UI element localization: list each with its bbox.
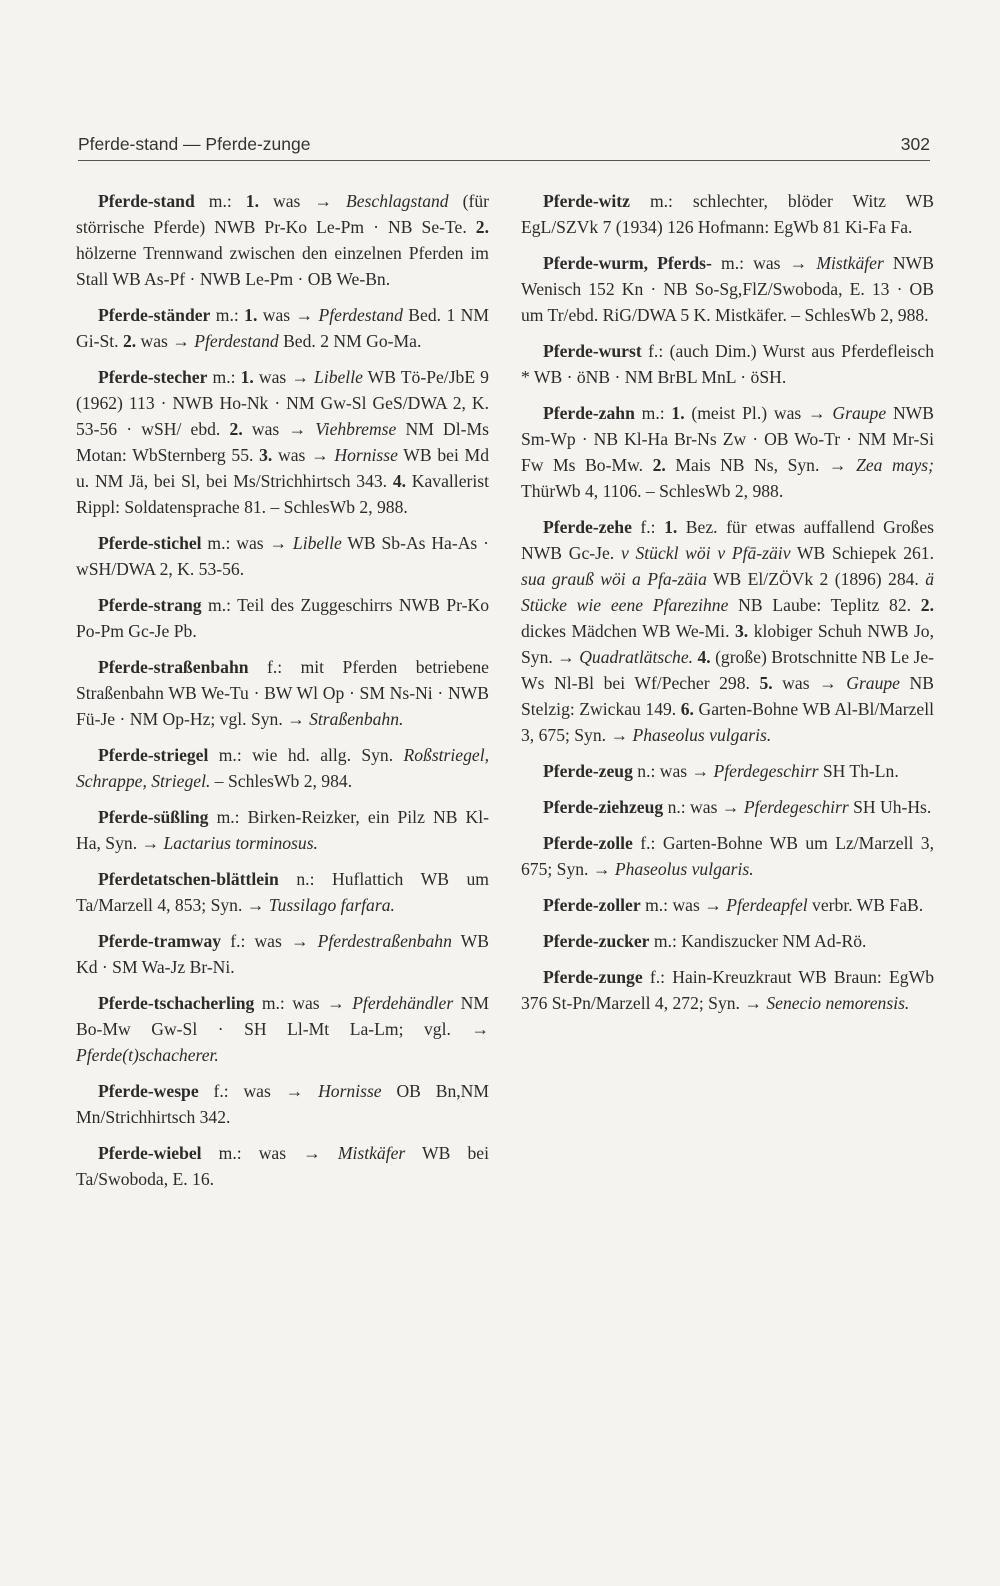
dictionary-entry — [76, 1078, 489, 1130]
entry-text: was → — [272, 445, 335, 465]
sense-number: 3. — [259, 445, 273, 465]
entry-text: m.: wie hd. allg. Syn. — [208, 745, 404, 765]
headword: Pferde-stichel — [98, 533, 202, 553]
cross-reference: Hornisse — [334, 445, 398, 465]
headword: Pferde-stand — [98, 191, 195, 211]
sense-number: 4. — [697, 647, 711, 667]
dictionary-entry — [521, 514, 934, 748]
entry-text: dickes Mädchen WB We-Mi. — [521, 621, 735, 641]
entry-text: m.: — [194, 191, 246, 211]
entry-text: was → — [253, 367, 315, 387]
cross-reference: Zea mays; — [856, 455, 935, 475]
entry-text: OB Bn,NM Mn/Strichhirtsch 342. — [76, 1081, 489, 1127]
cross-reference: Mistkäfer — [816, 253, 884, 273]
headword: Pferde-tschacherling — [98, 993, 255, 1013]
entry-text: ThürWb 4, 1106. – SchlesWb 2, 988. — [521, 481, 784, 501]
headword: Pferde-zehe — [543, 517, 632, 537]
dictionary-entry — [521, 758, 934, 784]
entry-text: n.: was → — [632, 761, 714, 781]
headword: Pferde-süßling — [98, 807, 209, 827]
dictionary-entry — [521, 830, 934, 882]
entry-text: SH Uh-Hs. — [848, 797, 932, 817]
cross-reference: Graupe — [832, 403, 887, 423]
entry-text: (große) Brotschnitte NB Le Je-Ws Nl-Bl bei Wf/Pecher 298. — [521, 647, 934, 693]
dictionary-entry — [76, 1140, 489, 1192]
dictionary-entry — [76, 742, 489, 794]
entry-text: f.: was → — [221, 931, 318, 951]
entry-text: Bed. 2 NM Go-Ma. — [278, 331, 422, 351]
headword: Pferde-strang — [98, 595, 202, 615]
headword: Pferde-witz — [543, 191, 630, 211]
sense-number: 2. — [475, 217, 489, 237]
left-column — [76, 188, 489, 1202]
entry-text: SH Th-Ln. — [818, 761, 899, 781]
headword: Pferde-zunge — [543, 967, 643, 987]
sense-number: 2. — [920, 595, 934, 615]
headword: Pferde-wurst — [543, 341, 642, 361]
cross-reference: Libelle — [292, 533, 342, 553]
entry-text: NB Stelzig: Zwickau 149. — [521, 673, 934, 719]
entry-text: m.: Kandiszucker NM Ad-Rö. — [649, 931, 867, 951]
headword: Pferde-stecher — [98, 367, 208, 387]
entry-text: Garten-Bohne WB Al-Bl/Marzell 3, 675; Syn. → — [521, 699, 934, 745]
headword: Pferde-wurm, Pferds- — [543, 253, 712, 273]
entry-text: m.: was → — [711, 253, 817, 273]
cross-reference: Viehbremse — [315, 419, 397, 439]
dictionary-entry — [76, 592, 489, 644]
entry-text: (für störrische Pferde) NWB Pr-Ko Le-Pm · NB Se-Te. — [76, 191, 489, 237]
headword: Pferde-wespe — [98, 1081, 199, 1101]
entry-text: WB Schiepek 261. — [790, 543, 934, 563]
entry-text: n.: Huflattich WB um Ta/Marzell 4, 853; Syn. → — [76, 869, 489, 915]
headword: Pferde-zeug — [543, 761, 633, 781]
headword: Pferdetatschen-blättlein — [98, 869, 279, 889]
entry-text: m.: — [210, 305, 245, 325]
entry-text: m.: was → — [254, 993, 353, 1013]
headword: Pferde-straßenbahn — [98, 657, 249, 677]
cross-reference: Pferdestand — [194, 331, 279, 351]
sense-number: 3. — [735, 621, 749, 641]
entry-text: verbr. WB FaB. — [807, 895, 924, 915]
headword: Pferde-zolle — [543, 833, 633, 853]
entry-text: hölzerne Trennwand zwischen den einzelnen Pferden im Stall WB As-Pf · NWB Le-Pm · OB We-Bn. — [76, 243, 489, 289]
dictionary-entry — [76, 530, 489, 582]
entry-text: Bed. 1 NM Gi-St. — [76, 305, 489, 351]
cross-reference: Graupe — [846, 673, 900, 693]
entry-text: NM Bo-Mw Gw-Sl · SH Ll-Mt La-Lm; vgl. → — [76, 993, 489, 1039]
dictionary-entry — [521, 892, 934, 918]
cross-reference: Phaseolus vulgaris. — [632, 725, 772, 745]
headword: Pferde-zahn — [543, 403, 635, 423]
sense-number: 2. — [229, 419, 243, 439]
entry-text: f.: mit Pferden betriebene Straßenbahn WB We-Tu · BW Wl Op · SM Ns-Ni · NWB Fü-Je · NM Op-Hz; vgl. Syn. → — [76, 657, 489, 729]
entry-text: WB bei Ta/Swoboda, E. 16. — [76, 1143, 489, 1189]
cross-reference: Pferdegeschirr — [713, 761, 819, 781]
running-header — [78, 134, 930, 160]
cross-reference: Roßstriegel, Schrappe, Striegel. — [76, 745, 489, 791]
entry-text: f.: — [631, 517, 665, 537]
cross-reference: Pferdestand — [318, 305, 403, 325]
cross-reference: Libelle — [314, 367, 363, 387]
cross-reference: Pferdehändler — [352, 993, 454, 1013]
entry-text: m.: — [207, 367, 241, 387]
entry-text: WB Sb-As Ha-As · wSH/DWA 2, K. 53-56. — [76, 533, 489, 579]
entry-text: f.: (auch Dim.) Wurst aus Pferdefleisch * WB · öNB · NM BrBL MnL · öSH. — [521, 341, 934, 387]
entry-text: NM Dl-Ms Motan: WbSternberg 55. — [76, 419, 489, 465]
entry-text: klobiger Schuh NWB Jo, Syn. → — [521, 621, 934, 667]
sense-number: 2. — [652, 455, 666, 475]
entry-text: was → — [258, 191, 346, 211]
dictionary-entry — [521, 400, 934, 504]
entry-text: m.: was → — [201, 1143, 338, 1163]
headword: Pferde-zoller — [543, 895, 641, 915]
cross-reference: Mistkäfer — [337, 1143, 406, 1163]
header-rule — [78, 160, 930, 161]
cross-reference: Senecio nemorensis. — [766, 993, 910, 1013]
sense-number: 5. — [759, 673, 773, 693]
entry-text: WB El/ZÖVk 2 (1896) 284. — [706, 569, 926, 589]
entry-text: was → — [772, 673, 847, 693]
entry-text: NWB Wenisch 152 Kn · NB So-Sg,FlZ/Swoboda, E. 13 · OB um Tr/ebd. RiG/DWA 5 K. Mistkäfer. – SchlesWb 2, 988. — [521, 253, 934, 325]
entry-text: f.: was → — [198, 1081, 319, 1101]
entry-text: n.: was → — [663, 797, 744, 817]
entry-text: (meist Pl.) was → — [684, 403, 833, 423]
cross-reference: Lactarius torminosus. — [163, 833, 318, 853]
headword: Pferde-ziehzeug — [543, 797, 664, 817]
entry-text: WB bei Md u. NM Jä, bei Sl, bei Ms/Strichhirtsch 343. — [76, 445, 489, 491]
sense-number: 4. — [392, 471, 407, 491]
cross-reference: sua grauß wöi a Pfa-zäia — [521, 569, 707, 589]
headword: Pferde-zucker — [543, 931, 650, 951]
cross-reference: Pferdegeschirr — [743, 797, 849, 817]
cross-reference: Hornisse — [318, 1081, 382, 1101]
entry-text: m.: was → — [640, 895, 727, 915]
cross-reference: Pferde(t)schacherer. — [76, 1045, 219, 1065]
entry-text: Bez. für etwas auffallend Großes NWB Gc-Je. — [521, 517, 934, 563]
cross-reference: Tussilago farfara. — [268, 895, 395, 915]
entry-text: was → — [136, 331, 195, 351]
dictionary-entry — [76, 364, 489, 520]
entry-text: f.: Hain-Kreuzkraut WB Braun: EgWb 376 St-Pn/Marzell 4, 272; Syn. → — [521, 967, 934, 1013]
headword: Pferde-tramway — [98, 931, 222, 951]
cross-reference: Pferdestraßenbahn — [317, 931, 452, 951]
dictionary-entry — [521, 188, 934, 240]
running-title: Pferde-stand — Pferde-zunge — [78, 134, 311, 154]
cross-reference: v Stückl wöi v Pfā-zäiv — [620, 543, 791, 563]
entry-text: – SchlesWb 2, 984. — [210, 771, 353, 791]
dictionary-entry — [521, 794, 934, 820]
dictionary-entry — [76, 302, 489, 354]
dictionary-entry — [76, 188, 489, 292]
entry-text: NWB Sm-Wp · NB Kl-Ha Br-Ns Zw · OB Wo-Tr · NM Mr-Si Fw Ms Bo-Mw. — [521, 403, 934, 475]
sense-number: 1. — [240, 367, 254, 387]
entry-text: Kavallerist Rippl: Soldatensprache 81. – SchlesWb 2, 988. — [76, 471, 489, 517]
entry-text: was → — [242, 419, 316, 439]
entry-text: NB Laube: Teplitz 82. — [728, 595, 921, 615]
dictionary-entry — [76, 804, 489, 856]
entry-text: m.: schlechter, blöder Witz WB EgL/SZVk 7 (1934) 126 Hofmann: EgWb 81 Ki-Fa Fa. — [521, 191, 934, 237]
sense-number: 1. — [664, 517, 678, 537]
dictionary-entry — [76, 990, 489, 1068]
dictionary-entry — [521, 964, 934, 1016]
right-column — [521, 188, 934, 1026]
entry-text: WB Tö-Pe/JbE 9 (1962) 113 · NWB Ho-Nk · NM Gw-Sl GeS/DWA 2, K. 53-56 · wSH/ ebd. — [76, 367, 489, 439]
cross-reference: Phaseolus vulgaris. — [614, 859, 754, 879]
dictionary-entry — [521, 928, 934, 954]
headword: Pferde-wiebel — [98, 1143, 202, 1163]
entry-text: WB Kd · SM Wa-Jz Br-Ni. — [76, 931, 490, 977]
cross-reference: ä Stücke wie eene Pfarezihne — [521, 569, 934, 615]
entry-text: m.: was → — [201, 533, 293, 553]
cross-reference: Straßenbahn. — [309, 709, 404, 729]
sense-number: 6. — [680, 699, 694, 719]
sense-number: 2. — [122, 331, 137, 351]
sense-number: 1. — [244, 305, 258, 325]
entry-text: m.: Birken-Reizker, ein Pilz NB Kl-Ha, Syn. → — [76, 807, 489, 853]
dictionary-entry — [76, 928, 489, 980]
entry-text: m.: Teil des Zuggeschirrs NWB Pr-Ko Po-Pm Gc-Je Pb. — [76, 595, 489, 641]
sense-number: 1. — [671, 403, 685, 423]
dictionary-entry — [521, 250, 934, 328]
headword: Pferde-ständer — [98, 305, 211, 325]
dictionary-entry — [521, 338, 934, 390]
dictionary-entry — [76, 654, 489, 732]
headword: Pferde-striegel — [98, 745, 209, 765]
page-number: 302 — [900, 134, 930, 154]
entry-text: was → — [257, 305, 319, 325]
entry-text: Mais NB Ns, Syn. → — [665, 455, 857, 475]
sense-number: 1. — [245, 191, 259, 211]
entry-text: f.: Garten-Bohne WB um Lz/Marzell 3, 675; Syn. → — [521, 833, 934, 879]
cross-reference: Pferdeapfel — [726, 895, 808, 915]
entry-text: m.: — [634, 403, 672, 423]
cross-reference: Beschlagstand — [345, 191, 449, 211]
cross-reference: Quadratlätsche. — [579, 647, 694, 667]
dictionary-entry — [76, 866, 489, 918]
